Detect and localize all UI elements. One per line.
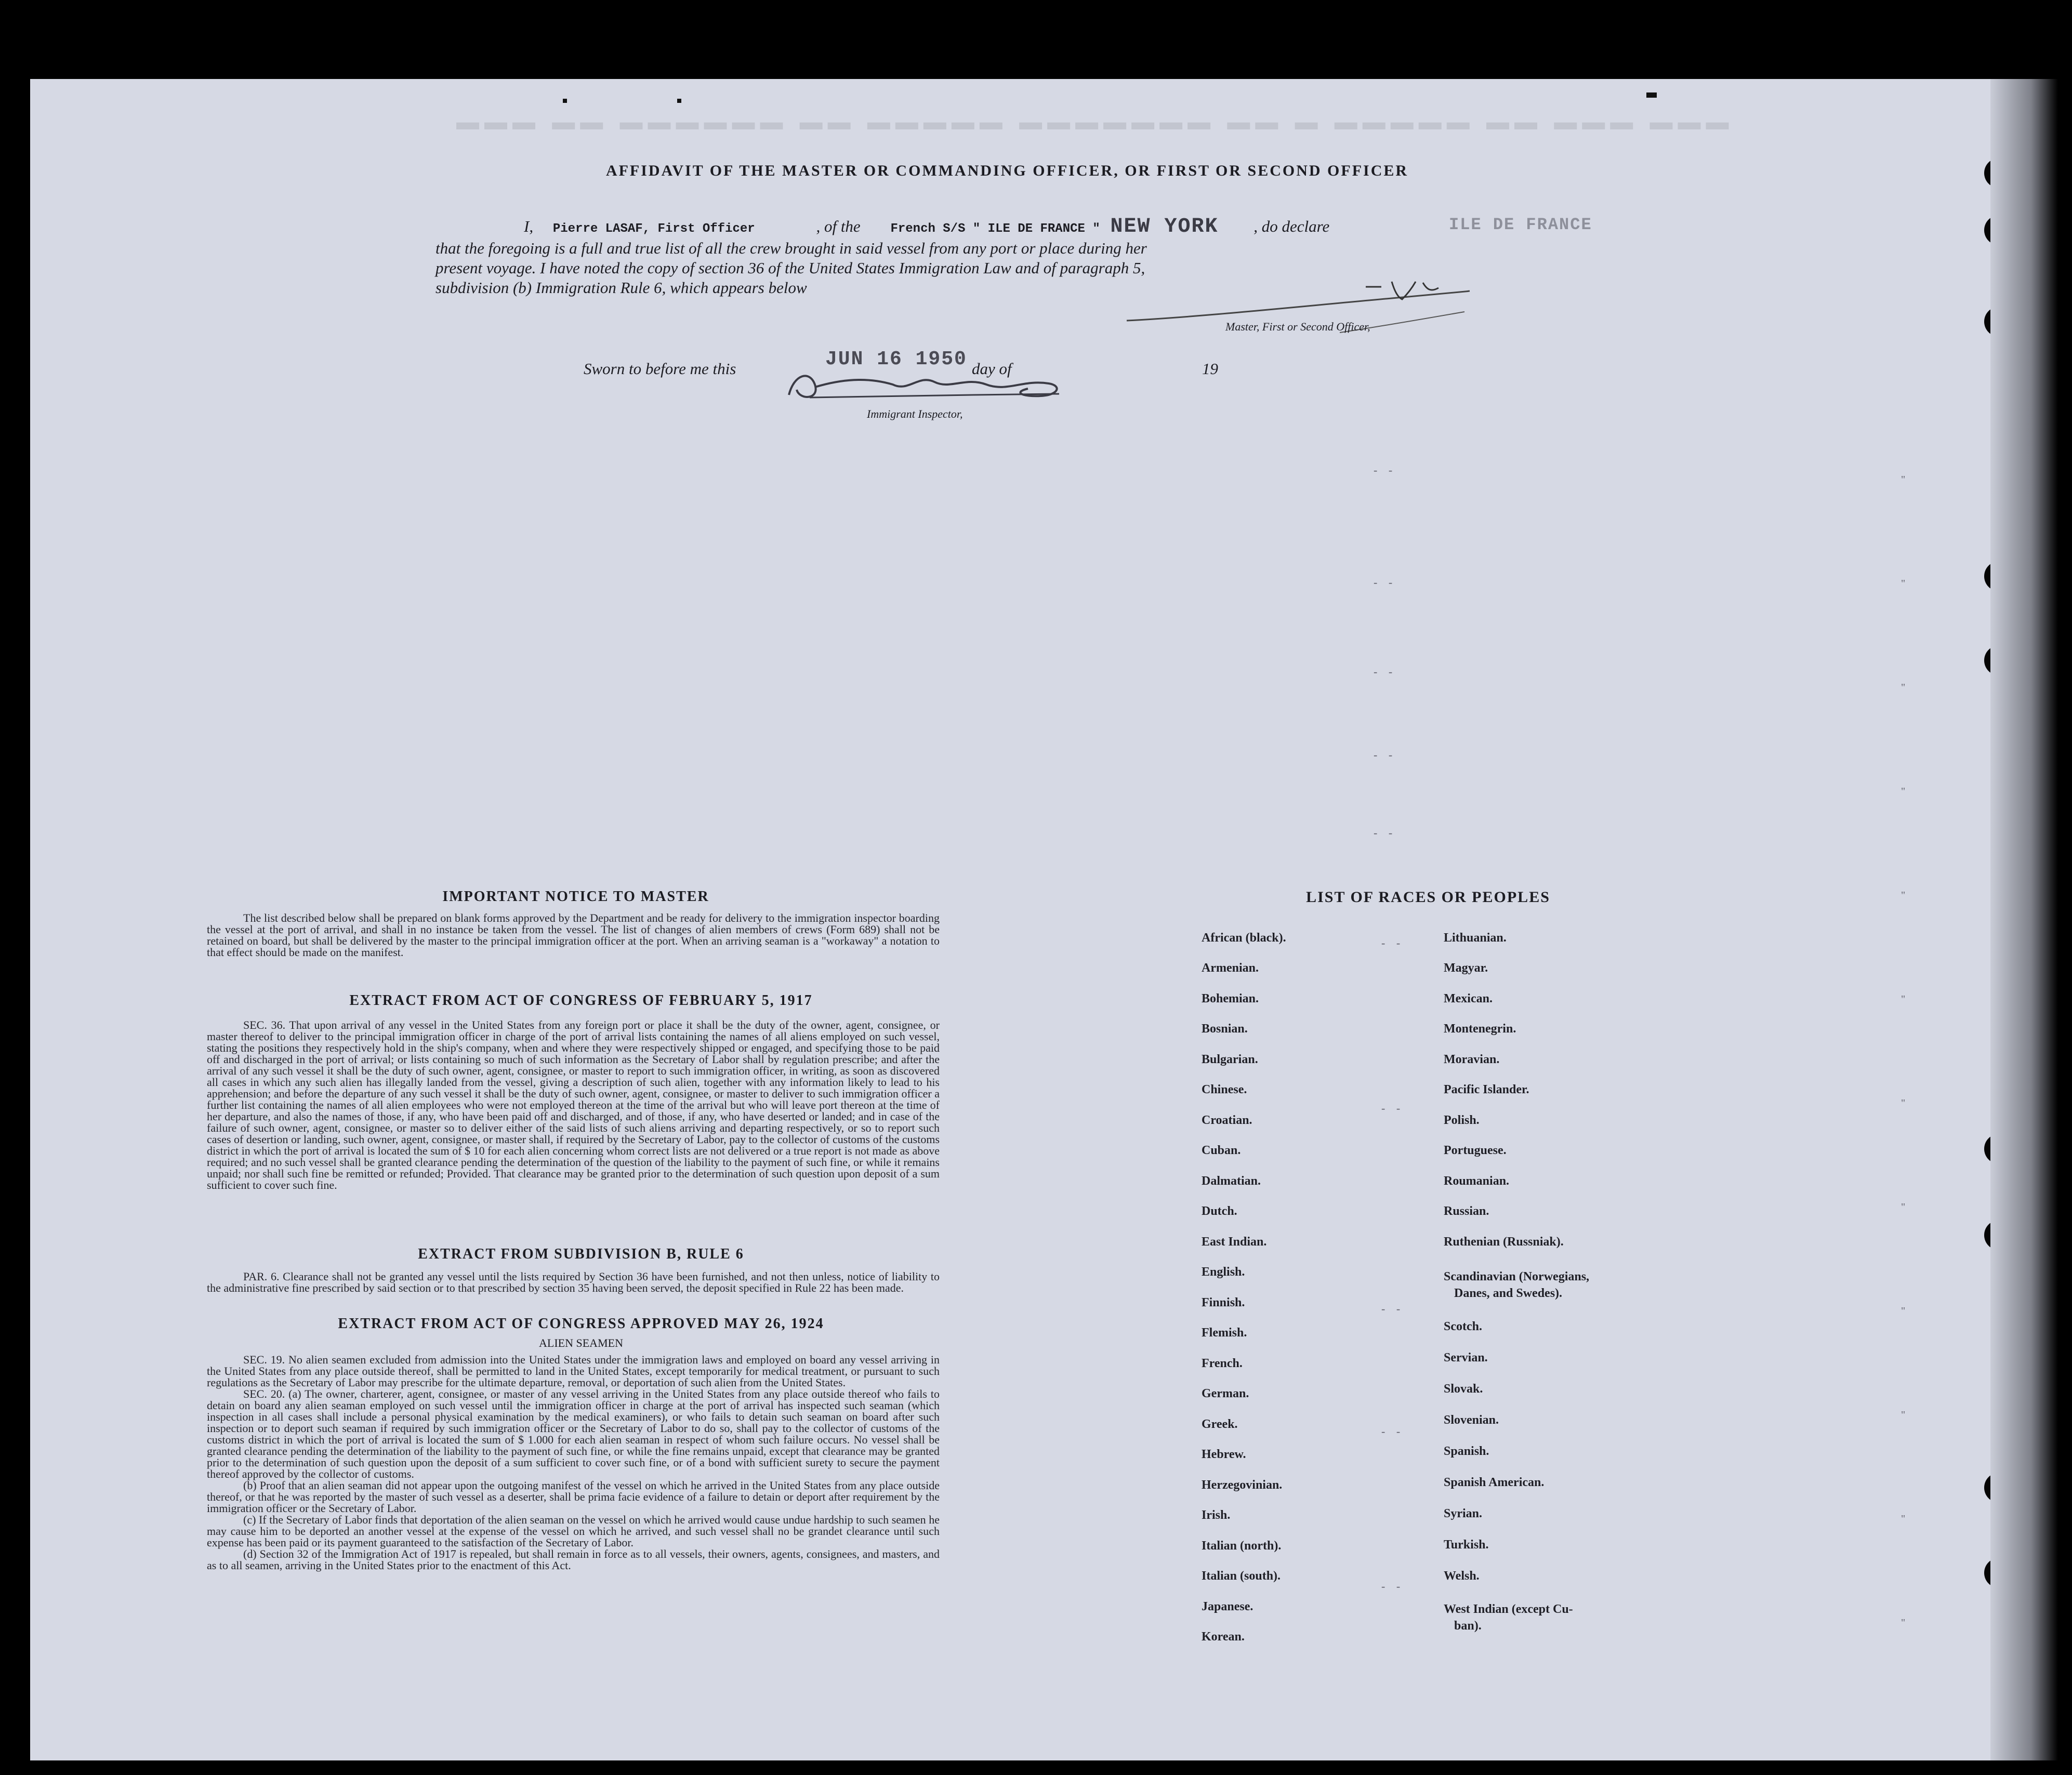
sworn-day-of: day of (972, 360, 1012, 378)
margin-stamp: ILE DE FRANCE (1449, 215, 1592, 234)
race-item: Armenian. (1202, 961, 1259, 975)
race-item: Slovak. (1444, 1382, 1483, 1396)
faint-dash: - - (1374, 826, 1397, 839)
affidavit-line-3: present voyage. I have noted the copy of section 36 of the United States Immigration Law and of paragraph 5, (435, 259, 1145, 277)
extract-1917-paragraph: SEC. 36. That upon arrival of any vessel in the United States from any foreign port or place it shall be the duty of the owner, agent, consignee, or master thereof to deliver to the principal immigration officer in charge of the port of arrival lists containing the names of all aliens employed on such vessel, stating the positions they respectively hold in the ship's company, when and where they were respectively shipped or engaged, and specifying those to be paid off and discharged in the port of arrival; or lists containing so much of such information as the Secretary of Labor shall by regulation prescribe; and after the arrival of any such vessel it shall be the duty of such owner, agent, consignee, or master to report to such immigration officer, in writing, as soon as discovered all cases in which any such alien has illegally landed from the vessel, giving a description of such alien, together with any information likely to lead to his apprehension; and before the departure of any such vessel it shall be the duty of such owner, agent, consignee, or master to deliver to such immigration officer a further list containing the names of all alien employees who were not employed thereon at the time of the arrival but who will leave port thereon at the time of her departure, and also the names of those, if any, who have been paid off and discharged, and of those, if any, who have deserted or landed; and in case of the failure of such owner, agent, consignee, or master so to deliver either of the said lists of such aliens arriving and departing respectively, or so to report such cases of desertion or landing, such owner, agent, consignee, or master shall, if required by the Secretary of Labor, pay to the collector of customs of the customs district in which the port of arrival is located the sum of $ 10 for each alien concerning whom correct lists are not delivered or a true report is not made as above required; and no such vessel shall be granted clearance pending the determination of the question of the liability to the payment of such fine, or while it remains unpaid; nor shall such fine be remitted or refunded; Provided. That clearance may be granted prior to the determination of such question upon deposit of a sum sufficient to cover such fine. (207, 1018, 940, 1191)
race-item: Dalmatian. (1202, 1174, 1261, 1188)
race-item: Dutch. (1202, 1204, 1237, 1218)
sworn-date-stamp: JUN 16 1950 (825, 348, 967, 370)
race-item: Portuguese. (1444, 1144, 1507, 1157)
race-item: Welsh. (1444, 1569, 1480, 1583)
extract-1924-title: EXTRACT FROM ACT OF CONGRESS APPROVED MAY 26, 1924 (338, 1316, 824, 1332)
affidavit-prefix: I, (524, 217, 534, 235)
extract-1924-paragraph: (b) Proof that an alien seaman did not appear upon the outgoing manifest of the vessel on which he arrived in the United States from any place outside thereof, or that he was reported by the master of such vessel as a deserter, shall be prima facie evidence of a failure to detain or deport after requirement by the immigration officer or the Secretary of Labor. (207, 1479, 940, 1515)
officer-caption: Master, First or Second Officer, (1225, 320, 1370, 333)
extract-1924-body (207, 1354, 940, 1571)
faint-tick: " (1901, 890, 1906, 901)
faint-dash: - - (1381, 1580, 1405, 1593)
notice-paragraph: The list described below shall be prepared on blank forms approved by the Department and be ready for delivery to the immigration inspector boarding the vessel at the port of arrival, and shall in no instance be taken from the vessel. The list of changes of alien members of crews (Form 689) shall not be retained on board, but shall be delivered by the master to the principal immigration officer at the port. When an arriving seaman is a "workaway" a notation to that effect should be made on the manifest. (207, 911, 940, 959)
port-stamp: NEW YORK (1110, 215, 1219, 239)
faint-tick: " (1901, 474, 1906, 485)
race-item: Irish. (1202, 1508, 1231, 1522)
ink-speck (1646, 92, 1657, 98)
inspector-signature (778, 364, 1070, 410)
faint-tick: " (1901, 1513, 1906, 1525)
race-item: East Indian. (1202, 1235, 1267, 1249)
extract-1917-body (207, 1019, 940, 1191)
race-item: Croatian. (1202, 1114, 1252, 1127)
race-item: Roumanian. (1444, 1174, 1510, 1188)
race-item: Pacific Islander. (1444, 1083, 1529, 1096)
race-item: Bohemian. (1202, 992, 1259, 1005)
extract-1924-subtitle: ALIEN SEAMEN (539, 1336, 623, 1349)
ink-speck (563, 99, 567, 103)
notice-title: IMPORTANT NOTICE TO MASTER (442, 889, 709, 905)
affidavit-line-1 (524, 215, 1449, 239)
race-item: Italian (south). (1202, 1569, 1281, 1583)
faint-dash: - - (1381, 1302, 1405, 1315)
affidavit-title: AFFIDAVIT OF THE MASTER OR COMMANDING OFFICER, OR FIRST OR SECOND OFFICER (605, 162, 1409, 179)
extract-1924-paragraph: (c) If the Secretary of Labor finds that deportation of the alien seaman on the vessel on which he arrived would cause undue hardship to such seamen he may cause him to be deported an another vessel at the expense of the vessel on which he arrived, and such vessel shall no be grandet clearance until such expense has been paid or its payment guaranteed to the satisfaction of the Secretary of Labor. (207, 1513, 940, 1549)
race-item: Scandinavian (Norwegians, (1444, 1270, 1590, 1283)
race-item: Montenegrin. (1444, 1022, 1516, 1036)
affidavit-of-the: , of the (816, 217, 861, 235)
race-item: Flemish. (1202, 1326, 1247, 1340)
faint-tick: " (1901, 1617, 1906, 1628)
faint-dash: - - (1381, 1425, 1405, 1438)
faint-dash: - - (1374, 576, 1397, 589)
vessel-name: French S/S " ILE DE FRANCE " (890, 222, 1100, 236)
page-edge-shadow (1990, 79, 2058, 1760)
extract-rule6-title: EXTRACT FROM SUBDIVISION B, RULE 6 (418, 1246, 744, 1262)
extract-1924-paragraph: (d) Section 32 of the Immigration Act of 1917 is repealed, but shall remain in force as to all vessels, their owners, agents, consignees, and masters, and as to all seamen, arriving in the United States prior to the enactment of this Act. (207, 1547, 940, 1572)
race-item: Lithuanian. (1444, 931, 1507, 945)
faint-tick: " (1901, 1409, 1906, 1421)
faint-tick: " (1901, 786, 1906, 797)
faint-tick: " (1901, 1305, 1906, 1317)
faint-tick: " (1901, 994, 1906, 1005)
affidavit-declare: , do declare (1253, 217, 1330, 235)
faint-dash: - - (1374, 665, 1397, 678)
race-item: Russian. (1444, 1204, 1489, 1218)
race-item: Servian. (1444, 1351, 1488, 1365)
race-item: Ruthenian (Russniak). (1444, 1235, 1564, 1249)
extract-1924-paragraph: SEC. 19. No alien seamen excluded from admission into the United States under the immigration laws and employed on board any vessel arriving in the United States from any place outside thereof, shall be permitted to land in the United States, except temporarily for medical treatment, or pursuant to such regulations as the Secretary of Labor may prescribe for the ultimate departure, removal, or deportation of such alien from the United States. (207, 1353, 940, 1389)
race-item: Danes, and Swedes). (1454, 1287, 1563, 1300)
race-item: Slovenian. (1444, 1413, 1499, 1427)
race-item: Scotch. (1444, 1320, 1482, 1333)
race-item: Syrian. (1444, 1507, 1483, 1520)
ink-speck (677, 99, 681, 103)
race-item: English. (1202, 1265, 1245, 1279)
race-item: Italian (north). (1202, 1539, 1282, 1553)
race-item: Bosnian. (1202, 1022, 1248, 1036)
race-item: Japanese. (1202, 1600, 1253, 1613)
affidavit-line-2: that the foregoing is a full and true list of all the crew brought in said vessel from any port or place during her (435, 239, 1147, 257)
faint-tick: " (1901, 1201, 1906, 1213)
inspector-caption: Immigrant Inspector, (867, 407, 963, 420)
faint-dash: - - (1374, 463, 1397, 476)
extract-1917-title: EXTRACT FROM ACT OF CONGRESS OF FEBRUARY 5, 1917 (349, 992, 813, 1009)
race-item: Turkish. (1444, 1538, 1489, 1552)
sworn-prefix: Sworn to before me this (584, 360, 736, 378)
race-item: Korean. (1202, 1630, 1245, 1644)
faint-dash: - - (1374, 748, 1397, 761)
extract-1924-paragraph: SEC. 20. (a) The owner, charterer, agent, consignee, or master of any vessel arriving in the United States from any place outside thereof who fails to detain on board any alien seaman employed on such vessel until the immigration officer in charge at the port of arrival has inspected such seaman (which inspection in all cases shall include a personal physical examination by the medical examiners), or who fails to detain such seaman on board after such inspection or to deport such seaman if required by such immigration officer or the Secretary of Labor to do so, shall pay to the collector of customs of the customs district in which the port of arrival is located the sum of $ 1.000 for each alien seaman in respect of whom such failure occurs. No vessel shall be granted clearance pending the determination of the liability to the payment of such fine, or while the fine remains unpaid, except that clearance may be granted prior to the determination of such question upon the deposit of a sum sufficient to cover such fine, or of a bond with sufficient surety to secure the payment thereof approved by the collector of customs. (207, 1387, 940, 1480)
race-item: Chinese. (1202, 1083, 1247, 1096)
affidavit-line-4: subdivision (b) Immigration Rule 6, which appears below (435, 279, 807, 297)
race-item: Herzegovinian. (1202, 1478, 1283, 1492)
officer-name: Pierre LASAF, First Officer (552, 222, 755, 236)
race-item: French. (1202, 1357, 1243, 1370)
race-item: Magyar. (1444, 961, 1488, 975)
race-item: Bulgarian. (1202, 1053, 1258, 1066)
race-item: Mexican. (1444, 992, 1493, 1005)
extract-rule6-body (207, 1271, 940, 1294)
faint-tick: " (1901, 682, 1906, 693)
race-item: Hebrew. (1202, 1448, 1246, 1461)
race-item: ban). (1454, 1619, 1482, 1633)
faint-tick: " (1901, 578, 1906, 589)
race-item: Cuban. (1202, 1144, 1241, 1157)
faint-tick: " (1901, 1097, 1906, 1109)
sworn-year: 19 (1202, 360, 1218, 378)
race-item: African (black). (1202, 931, 1286, 945)
race-item: Greek. (1202, 1418, 1238, 1431)
race-item: West Indian (except Cu- (1444, 1602, 1573, 1616)
document-sheet (30, 79, 2036, 1760)
race-item: Moravian. (1444, 1053, 1500, 1066)
faint-dash: - - (1381, 936, 1405, 949)
race-item: German. (1202, 1387, 1249, 1400)
race-item: Polish. (1444, 1114, 1480, 1127)
races-title: LIST OF RACES OR PEOPLES (1306, 889, 1550, 906)
faint-dash: - - (1381, 1102, 1405, 1115)
extract-rule6-paragraph: PAR. 6. Clearance shall not be granted any vessel until the lists required by Section 36 have been furnished, and not then unless, notice of liability to the administrative fine prescribed by said section or to that prescribed by section 35 having been served, the deposit specified in Rule 22 has been made. (207, 1270, 940, 1294)
race-item: Finnish. (1202, 1296, 1245, 1309)
notice-body (207, 912, 940, 958)
races-right-column (1444, 931, 1714, 1711)
bleed-through-text: ▬▬▬ ▬▬ ▬▬▬▬▬▬ ▬▬ ▬▬▬▬▬ ▬▬▬▬▬▬▬ ▬▬ ▬ ▬▬▬▬▬ ▬▬ ▬▬▬ ▬▬▬ (456, 109, 1734, 135)
race-item: Spanish. (1444, 1445, 1489, 1458)
race-item: Spanish American. (1444, 1476, 1545, 1489)
races-left-column (1202, 931, 1451, 1711)
